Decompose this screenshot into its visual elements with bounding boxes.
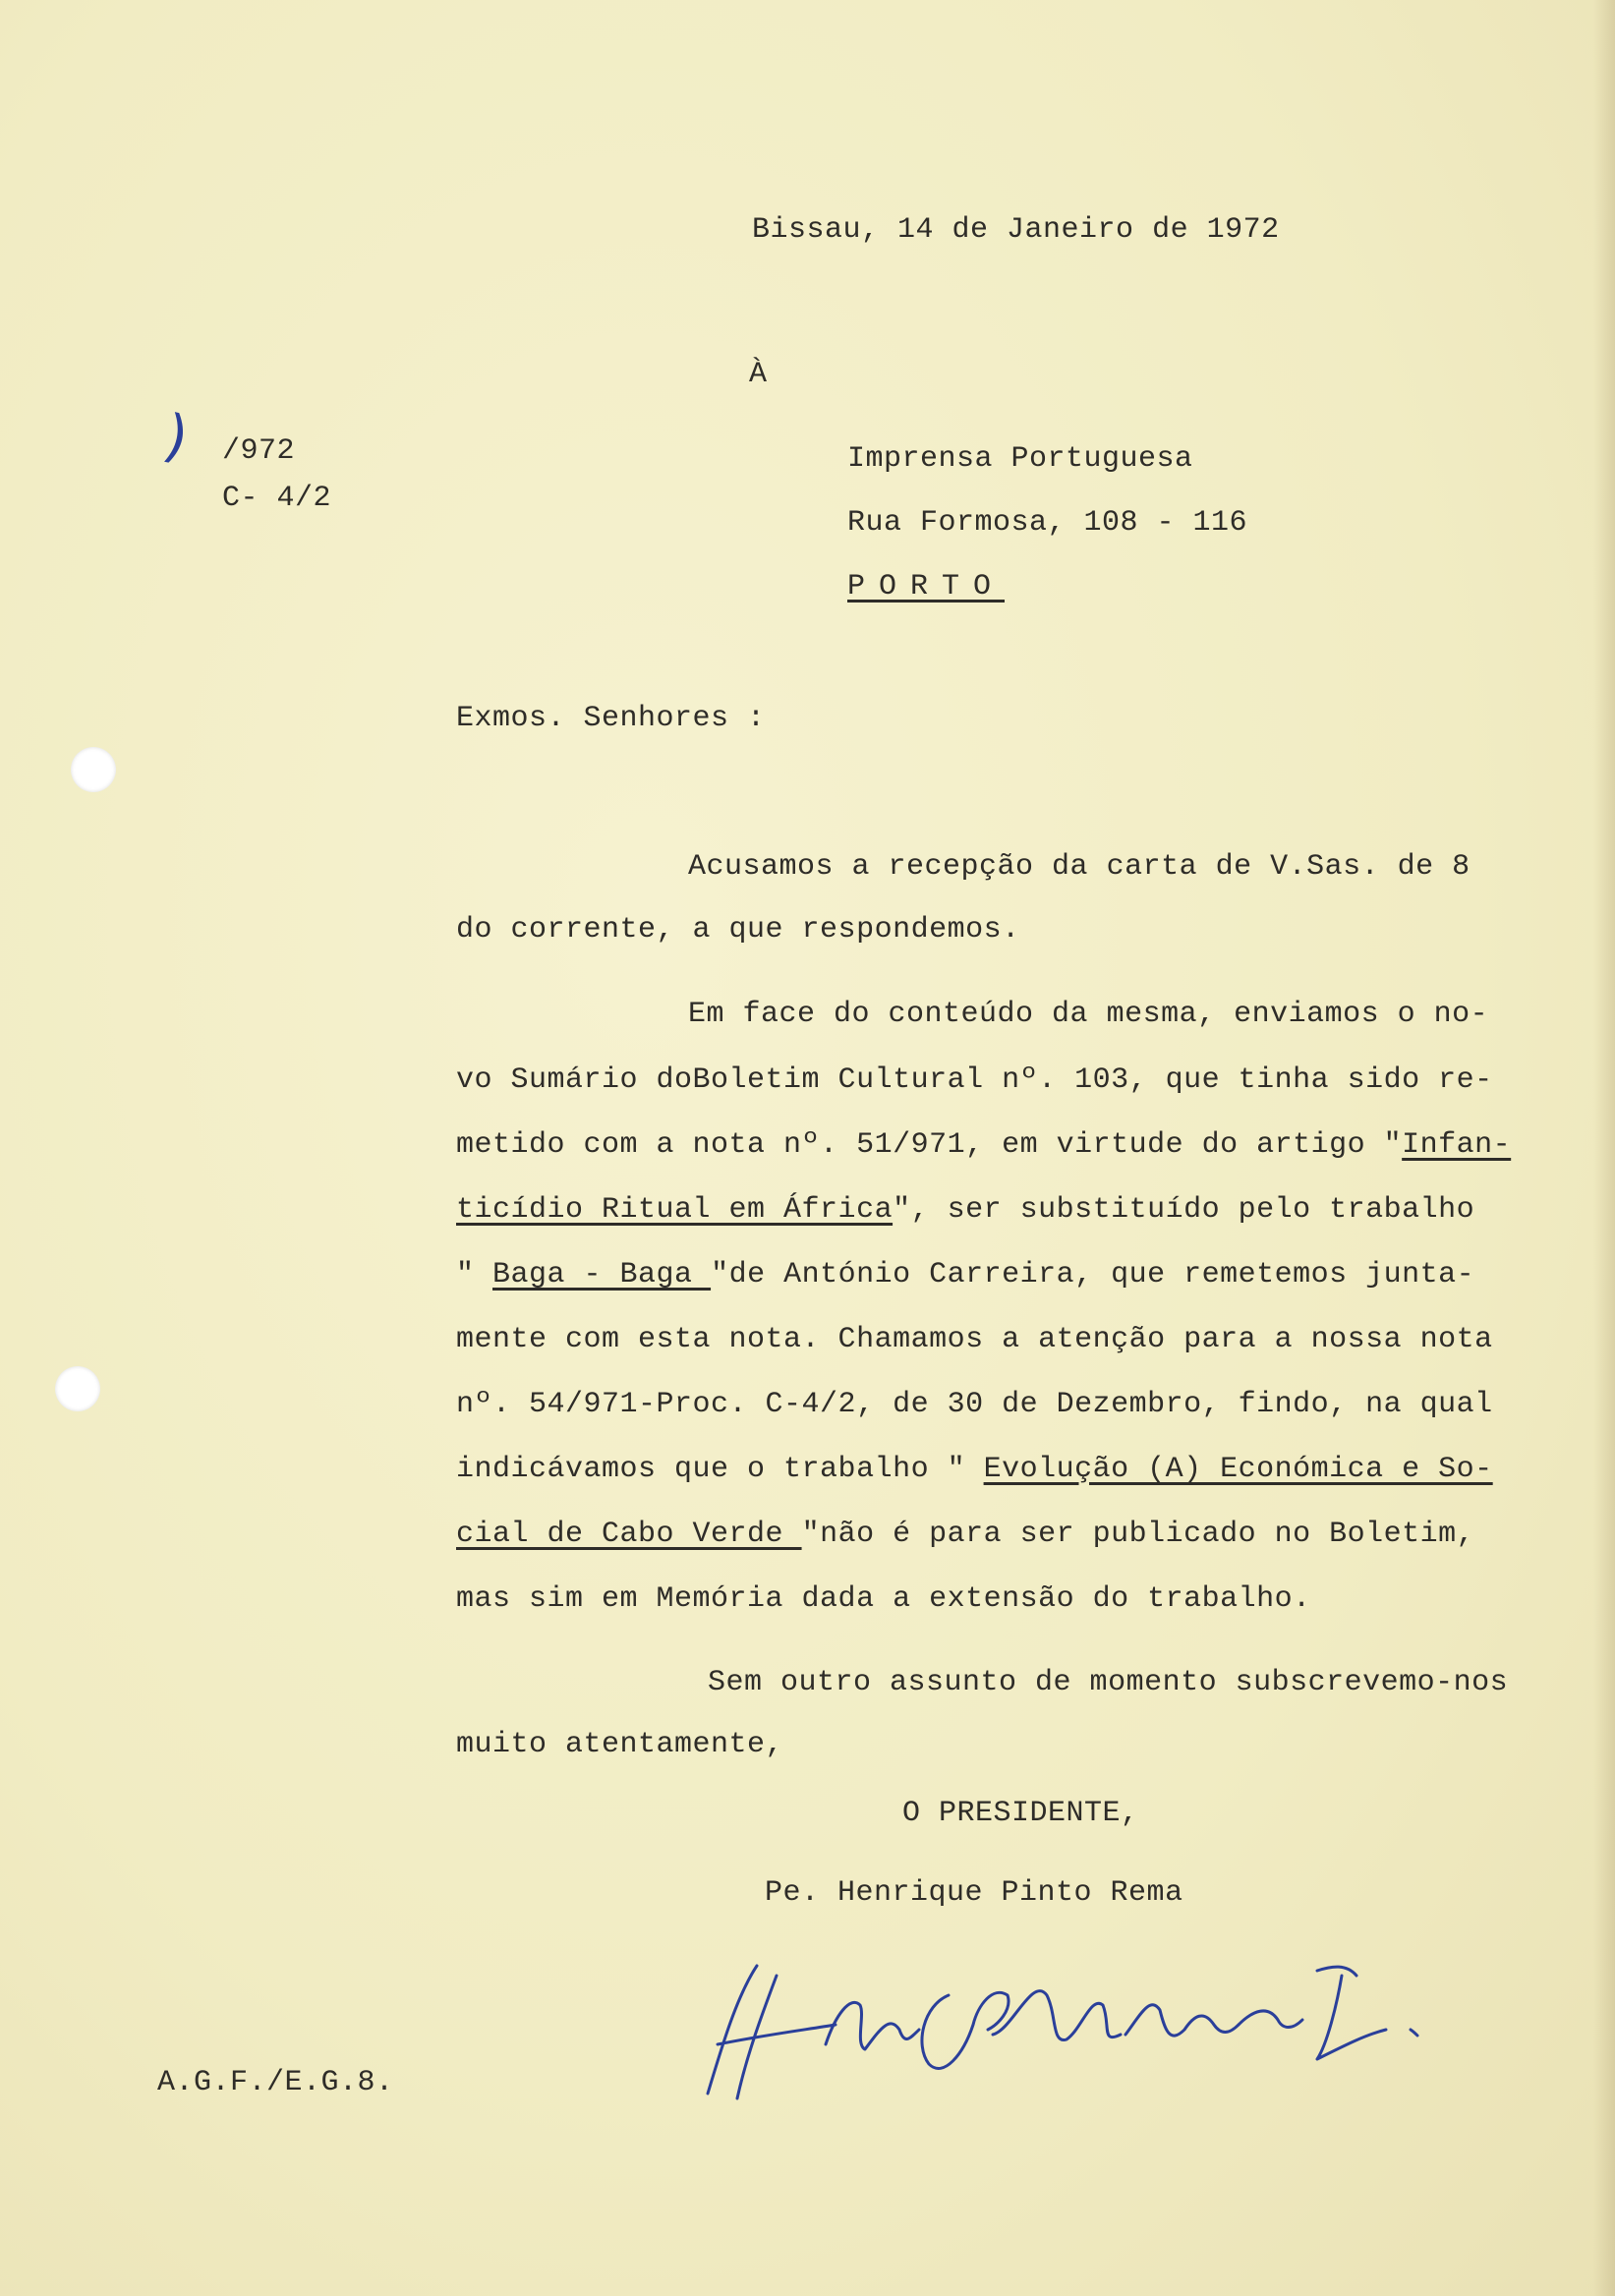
closing-line1: Sem outro assunto de momento subscrevemo-nos: [708, 1666, 1509, 1699]
text-run: ": [456, 1258, 493, 1292]
text-run: metido com a nota nº. 51/971, em virtude do artigo ": [456, 1128, 1403, 1162]
signatory-title: O PRESIDENTE,: [902, 1797, 1139, 1830]
addressee-prefix: À: [749, 358, 768, 391]
handwritten-mark: ): [158, 401, 195, 472]
date-line: Bissau, 14 de Janeiro de 1972: [752, 213, 1280, 247]
paragraph2-line: mente com esta nota. Chamamos a atenção para a nossa nota: [456, 1323, 1493, 1356]
article-title: Infan-: [1402, 1128, 1512, 1162]
recipient-city: PORTO: [847, 570, 1006, 603]
recipient-street: Rua Formosa, 108 - 116: [847, 506, 1248, 540]
paragraph2-line: mas sim em Memória dada a extensão do trabalho.: [456, 1582, 1311, 1616]
text-run: ", ser substituído pelo trabalho: [893, 1193, 1475, 1227]
reference-number: /972: [222, 434, 296, 468]
typist-initials: A.G.F./E.G.8.: [157, 2066, 394, 2099]
paragraph2-line: [456, 1516, 1474, 1553]
article-title: ticídio Ritual em África: [456, 1193, 894, 1227]
closing-line2: muito atentamente,: [456, 1728, 784, 1761]
punch-hole: [55, 1366, 100, 1411]
work-title: cial de Cabo Verde: [456, 1518, 802, 1551]
paper-edge-shadow: [1593, 0, 1615, 2296]
greeting: Exmos. Senhores :: [456, 702, 766, 735]
signatory-name: Pe. Henrique Pinto Rema: [765, 1876, 1183, 1910]
punch-hole: [71, 747, 116, 792]
handwritten-signature: [678, 1936, 1494, 2103]
text-run: indicávamos que o trabalho ": [456, 1453, 984, 1486]
paragraph1-line1: Acusamos a recepção da carta de V.Sas. de 8: [688, 850, 1471, 884]
work-title: Evolução (A) Económica e So-: [983, 1453, 1493, 1486]
paragraph1-line2: do corrente, a que respondemos.: [456, 913, 1020, 947]
text-run: "não é para ser publicado no Boletim,: [801, 1518, 1475, 1551]
paragraph2-line: vo Sumário doBoletim Cultural nº. 103, que tinha sido re-: [456, 1063, 1493, 1097]
paragraph2-line: Em face do conteúdo da mesma, enviamos o no-: [688, 998, 1489, 1031]
recipient-name: Imprensa Portuguesa: [847, 442, 1193, 476]
paragraph2-line: [456, 1126, 1511, 1164]
paragraph2-line: [456, 1256, 1474, 1293]
paragraph2-line: [456, 1451, 1493, 1488]
paragraph2-line: nº. 54/971-Proc. C-4/2, de 30 de Dezembro, findo, na qual: [456, 1388, 1493, 1421]
paragraph2-line: [456, 1191, 1474, 1229]
work-title: Baga - Baga: [492, 1258, 712, 1292]
reference-process: C- 4/2: [222, 482, 332, 515]
text-run: "de António Carreira, que remetemos junta-: [711, 1258, 1475, 1292]
